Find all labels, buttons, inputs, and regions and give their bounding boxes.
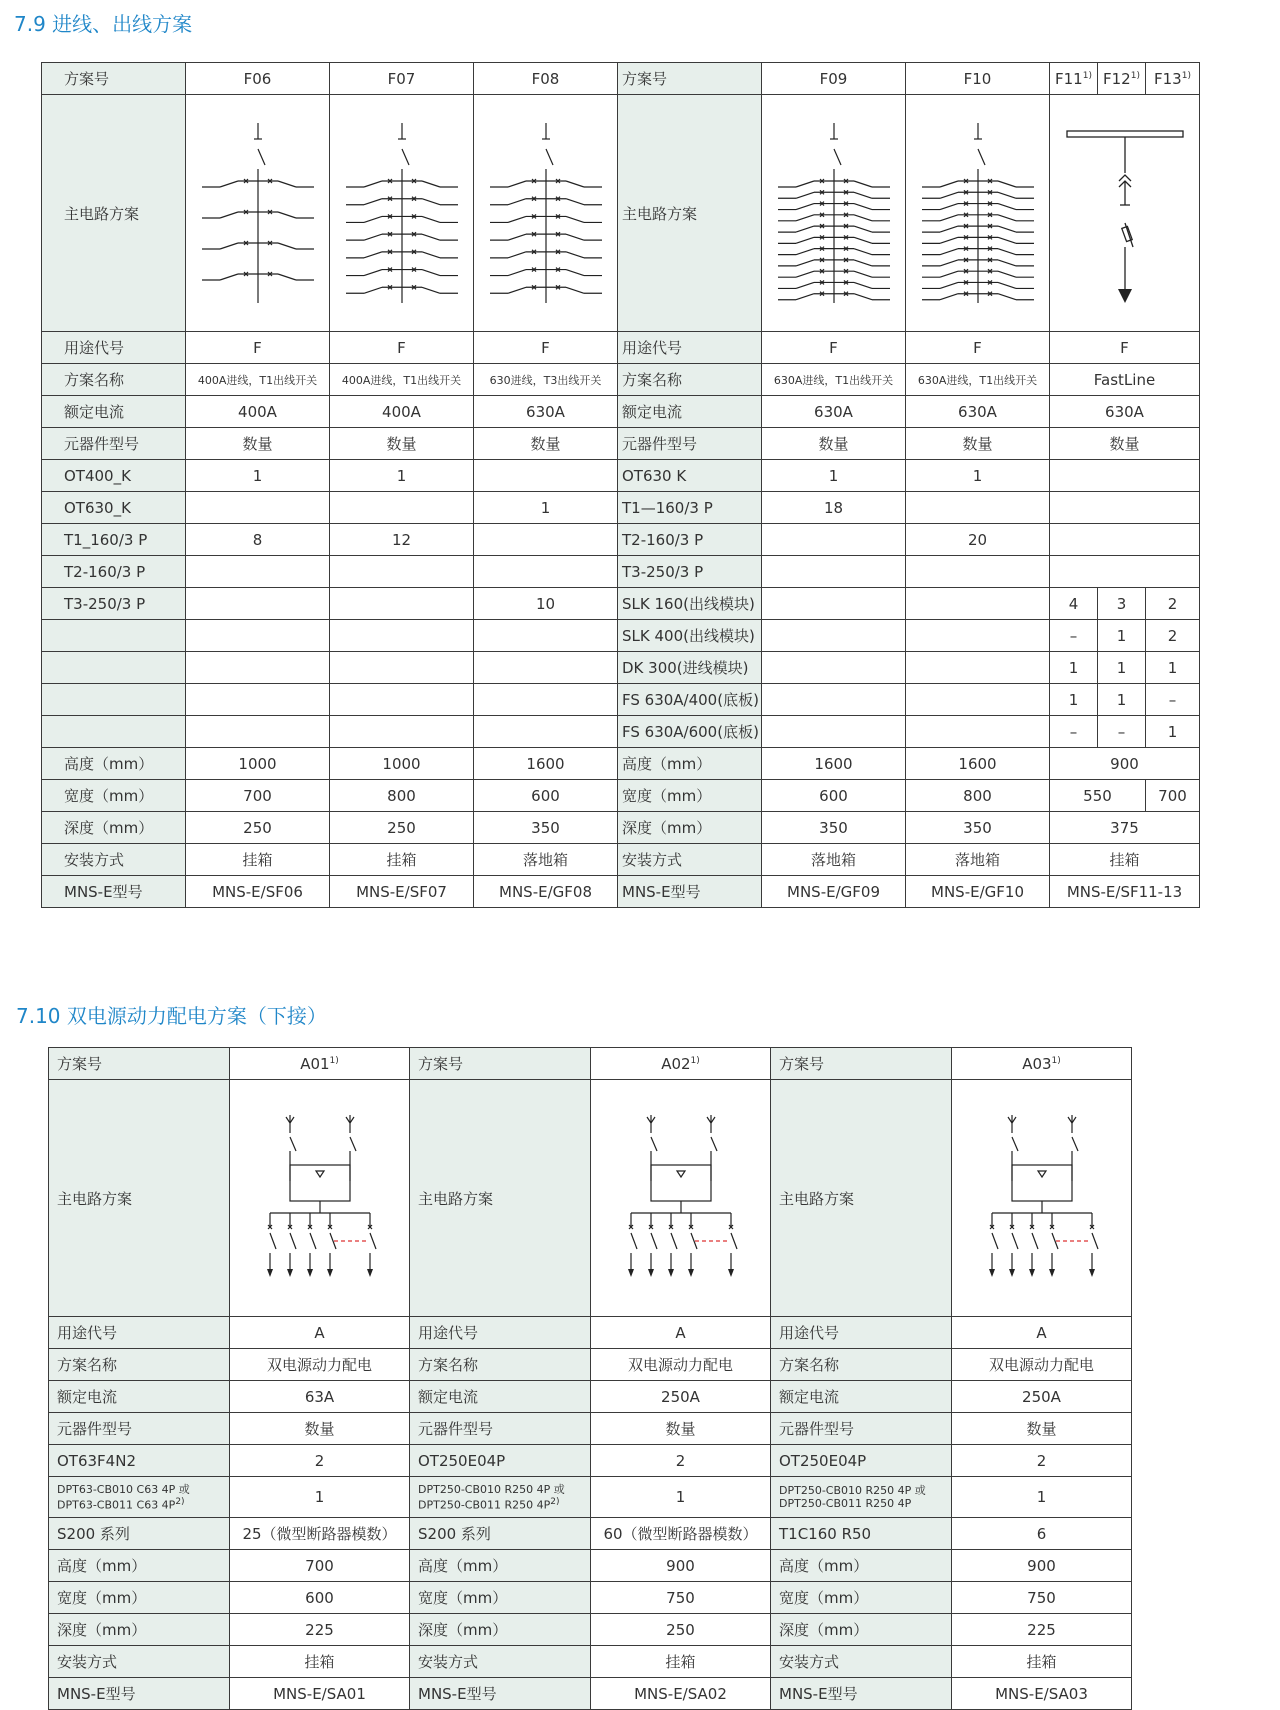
row-label: 安装方式 xyxy=(771,1646,952,1678)
fastline-diagram xyxy=(1055,113,1195,313)
value-cell xyxy=(906,620,1050,652)
value-cell: 250 xyxy=(330,812,474,844)
value-cell xyxy=(762,684,906,716)
main-circuit-label: 主电路方案 xyxy=(42,95,186,332)
value-cell: 550 xyxy=(1050,780,1146,812)
value-cell: 数量 xyxy=(762,428,906,460)
row-label: 深度（mm） xyxy=(42,812,186,844)
section-title-7-10: 7.10 双电源动力配电方案（下接） xyxy=(16,1004,327,1028)
value-cell: 630A进线，T1出线开关 xyxy=(762,364,906,396)
value-cell xyxy=(906,556,1050,588)
value-cell: A xyxy=(230,1317,410,1349)
footnote-marker: 2) xyxy=(175,1496,185,1507)
value-cell: 630A xyxy=(906,396,1050,428)
value-cell: 630A xyxy=(762,396,906,428)
footnote-marker: 1) xyxy=(1082,70,1092,81)
row-label: 高度（mm） xyxy=(410,1550,591,1582)
row-label: 高度（mm） xyxy=(618,748,762,780)
footnote-marker: 2) xyxy=(550,1496,560,1507)
value-cell: 1 xyxy=(906,460,1050,492)
row-label: 高度（mm） xyxy=(42,748,186,780)
plan-id-A01: A01$^{1)}$ xyxy=(230,1048,410,1080)
circuit-diagram xyxy=(770,113,898,313)
value-cell xyxy=(762,556,906,588)
row-label: SLK 400(出线模块) xyxy=(618,620,762,652)
row-label: 高度（mm） xyxy=(771,1550,952,1582)
value-cell: 20 xyxy=(906,524,1050,556)
value-cell: 700 xyxy=(186,780,330,812)
diagram-cell xyxy=(762,95,906,332)
value-cell: 挂箱 xyxy=(1050,844,1200,876)
plan-id-F12: F12$^{1)}$ xyxy=(1098,63,1146,95)
row-label: 额定电流 xyxy=(618,396,762,428)
value-cell: 375 xyxy=(1050,812,1200,844)
diagram-cell xyxy=(230,1080,410,1317)
value-cell: F xyxy=(906,332,1050,364)
row-label: T2-160/3 P xyxy=(618,524,762,556)
value-cell: 挂箱 xyxy=(330,844,474,876)
row-label: FS 630A/400(底板) xyxy=(618,684,762,716)
row-label: 方案名称 xyxy=(42,364,186,396)
plan-number-label: 方案号 xyxy=(771,1048,952,1080)
value-cell: 数量 xyxy=(952,1413,1132,1445)
value-cell: 数量 xyxy=(1050,428,1200,460)
value-cell: 4 xyxy=(1050,588,1098,620)
value-cell: 800 xyxy=(330,780,474,812)
value-cell: F xyxy=(1050,332,1200,364)
row-label: 深度（mm） xyxy=(618,812,762,844)
row-label: S200 系列 xyxy=(410,1518,591,1550)
value-cell xyxy=(330,652,474,684)
plan-id-A02: A02$^{1)}$ xyxy=(591,1048,771,1080)
plan-number-label: 方案号 xyxy=(618,63,762,95)
diagram-cell xyxy=(186,95,330,332)
value-cell: 1 xyxy=(762,460,906,492)
value-cell: 挂箱 xyxy=(952,1646,1132,1678)
value-cell xyxy=(1050,460,1200,492)
row-label: 安装方式 xyxy=(410,1646,591,1678)
value-cell xyxy=(474,460,618,492)
value-cell: 630进线，T3出线开关 xyxy=(474,364,618,396)
row-label: 元器件型号 xyxy=(618,428,762,460)
value-cell: 900 xyxy=(591,1550,771,1582)
value-cell: 1 xyxy=(1098,652,1146,684)
row-label: T1_160/3 P xyxy=(42,524,186,556)
row-label: 方案名称 xyxy=(771,1349,952,1381)
value-cell: 630A xyxy=(474,396,618,428)
value-cell: 1 xyxy=(1050,652,1098,684)
value-cell: 25（微型断路器模数） xyxy=(230,1518,410,1550)
section-title-7-9: 7.9 进线、出线方案 xyxy=(14,12,193,36)
row-label: T3-250/3 P xyxy=(42,588,186,620)
value-cell xyxy=(330,588,474,620)
plan-id-F10: F10 xyxy=(906,63,1050,95)
value-cell: 1600 xyxy=(474,748,618,780)
value-cell: MNS-E/GF08 xyxy=(474,876,618,908)
value-cell: 400A xyxy=(186,396,330,428)
value-cell: – xyxy=(1050,620,1098,652)
row-label: T1—160/3 P xyxy=(618,492,762,524)
value-cell: 400A进线，T1出线开关 xyxy=(186,364,330,396)
value-cell: MNS-E/GF09 xyxy=(762,876,906,908)
row-label: OT250E04P xyxy=(771,1445,952,1477)
row-label xyxy=(42,620,186,652)
row-label xyxy=(771,1477,952,1518)
value-cell: 1 xyxy=(591,1477,771,1518)
row-label: OT630 K xyxy=(618,460,762,492)
row-label: OT63F4N2 xyxy=(49,1445,230,1477)
row-label: 用途代号 xyxy=(42,332,186,364)
value-cell: 60（微型断路器模数） xyxy=(591,1518,771,1550)
value-cell: 1000 xyxy=(186,748,330,780)
value-cell: 1 xyxy=(1146,652,1200,684)
diagram-cell xyxy=(474,95,618,332)
value-cell xyxy=(186,652,330,684)
value-cell: 6 xyxy=(952,1518,1132,1550)
row-label: MNS-E型号 xyxy=(618,876,762,908)
row-label: 安装方式 xyxy=(618,844,762,876)
dual-power-table xyxy=(48,1047,1132,1710)
value-cell xyxy=(762,524,906,556)
row-label: 方案名称 xyxy=(49,1349,230,1381)
value-cell: F xyxy=(474,332,618,364)
value-cell: 挂箱 xyxy=(186,844,330,876)
value-cell: 8 xyxy=(186,524,330,556)
row-label: MNS-E型号 xyxy=(771,1678,952,1710)
row-label-line: DPT250-CB010 R250 4P 或 xyxy=(779,1484,926,1497)
value-cell xyxy=(906,716,1050,748)
value-cell xyxy=(186,588,330,620)
row-label: MNS-E型号 xyxy=(410,1678,591,1710)
value-cell xyxy=(330,620,474,652)
value-cell xyxy=(186,492,330,524)
footnote-marker: 1) xyxy=(690,1055,700,1066)
row-label xyxy=(49,1477,230,1518)
value-cell: 1 xyxy=(186,460,330,492)
diagram-cell xyxy=(1050,95,1200,332)
row-label-line: DPT63-CB010 C63 4P 或 xyxy=(57,1482,190,1496)
plan-id-F13: F13$^{1)}$ xyxy=(1146,63,1200,95)
value-cell: 1 xyxy=(230,1477,410,1518)
value-cell: 350 xyxy=(906,812,1050,844)
value-cell: 1 xyxy=(1050,684,1098,716)
value-cell: 1 xyxy=(1098,620,1146,652)
diagram-cell xyxy=(906,95,1050,332)
diagram-cell xyxy=(591,1080,771,1317)
value-cell xyxy=(474,716,618,748)
value-cell: 数量 xyxy=(230,1413,410,1445)
value-cell: – xyxy=(1146,684,1200,716)
row-label: 额定电流 xyxy=(42,396,186,428)
value-cell: F xyxy=(186,332,330,364)
value-cell: – xyxy=(1050,716,1098,748)
diagram-cell xyxy=(330,95,474,332)
row-label-line: DPT250-CB011 R250 4P xyxy=(779,1497,912,1510)
row-label: 元器件型号 xyxy=(42,428,186,460)
row-label: FS 630A/600(底板) xyxy=(618,716,762,748)
row-label: 深度（mm） xyxy=(771,1614,952,1646)
row-label: T3-250/3 P xyxy=(618,556,762,588)
row-label: OT250E04P xyxy=(410,1445,591,1477)
row-label: 方案名称 xyxy=(410,1349,591,1381)
row-label: 额定电流 xyxy=(410,1381,591,1413)
value-cell: 数量 xyxy=(330,428,474,460)
plan-id-F06: F06 xyxy=(186,63,330,95)
value-cell: 1 xyxy=(474,492,618,524)
row-label-line: DPT250-CB011 R250 $4P^{2)}$ xyxy=(418,1496,560,1512)
value-cell: 400A进线，T1出线开关 xyxy=(330,364,474,396)
row-label: 深度（mm） xyxy=(410,1614,591,1646)
value-cell: 2 xyxy=(1146,588,1200,620)
value-cell: 600 xyxy=(762,780,906,812)
value-cell: 900 xyxy=(952,1550,1132,1582)
value-cell xyxy=(906,652,1050,684)
value-cell: 250 xyxy=(186,812,330,844)
value-cell: 2 xyxy=(230,1445,410,1477)
row-label: 用途代号 xyxy=(410,1317,591,1349)
value-cell: 600 xyxy=(474,780,618,812)
row-label: 元器件型号 xyxy=(410,1413,591,1445)
row-label xyxy=(42,684,186,716)
diagram-cell xyxy=(952,1080,1132,1317)
value-cell: 225 xyxy=(952,1614,1132,1646)
value-cell: MNS-E/SF06 xyxy=(186,876,330,908)
value-cell: FastLine xyxy=(1050,364,1200,396)
value-cell xyxy=(1050,524,1200,556)
value-cell: 数量 xyxy=(591,1413,771,1445)
value-cell: MNS-E/SA02 xyxy=(591,1678,771,1710)
value-cell: 750 xyxy=(952,1582,1132,1614)
circuit-diagram xyxy=(914,113,1042,313)
value-cell xyxy=(474,620,618,652)
value-cell: 63A xyxy=(230,1381,410,1413)
value-cell: 落地箱 xyxy=(474,844,618,876)
value-cell: 630A进线，T1出线开关 xyxy=(906,364,1050,396)
value-cell: 挂箱 xyxy=(230,1646,410,1678)
row-label xyxy=(410,1477,591,1518)
row-label: 高度（mm） xyxy=(49,1550,230,1582)
value-cell: 350 xyxy=(762,812,906,844)
row-label: DK 300(进线模块) xyxy=(618,652,762,684)
row-label xyxy=(42,716,186,748)
row-label-line: DPT63-CB011 C63 $4P^{2)}$ xyxy=(57,1496,185,1512)
value-cell: 250A xyxy=(591,1381,771,1413)
value-cell: 250 xyxy=(591,1614,771,1646)
circuit-diagram xyxy=(482,113,610,313)
value-cell: 双电源动力配电 xyxy=(230,1349,410,1381)
value-cell: MNS-E/SF07 xyxy=(330,876,474,908)
plan-id-A03: A03$^{1)}$ xyxy=(952,1048,1132,1080)
value-cell: 900 xyxy=(1050,748,1200,780)
value-cell xyxy=(330,684,474,716)
row-label: T2-160/3 P xyxy=(42,556,186,588)
value-cell: 挂箱 xyxy=(591,1646,771,1678)
value-cell: 1 xyxy=(1146,716,1200,748)
value-cell: F xyxy=(330,332,474,364)
value-cell: 落地箱 xyxy=(762,844,906,876)
value-cell: 18 xyxy=(762,492,906,524)
value-cell: 1 xyxy=(1098,684,1146,716)
row-label: OT400_K xyxy=(42,460,186,492)
footnote-marker: 1) xyxy=(1051,1055,1061,1066)
dual-power-diagram xyxy=(957,1093,1127,1303)
row-label: MNS-E型号 xyxy=(49,1678,230,1710)
value-cell xyxy=(330,716,474,748)
value-cell xyxy=(762,652,906,684)
value-cell xyxy=(906,492,1050,524)
row-label: 额定电流 xyxy=(49,1381,230,1413)
value-cell xyxy=(762,716,906,748)
value-cell: 800 xyxy=(906,780,1050,812)
value-cell xyxy=(906,588,1050,620)
value-cell: MNS-E/SF11-13 xyxy=(1050,876,1200,908)
row-label xyxy=(42,652,186,684)
value-cell: 数量 xyxy=(474,428,618,460)
row-label-line: DPT250-CB010 R250 4P 或 xyxy=(418,1482,565,1496)
row-label: 宽度（mm） xyxy=(49,1582,230,1614)
value-cell: 双电源动力配电 xyxy=(591,1349,771,1381)
value-cell: 2 xyxy=(1146,620,1200,652)
value-cell: 双电源动力配电 xyxy=(952,1349,1132,1381)
main-circuit-label: 主电路方案 xyxy=(49,1080,230,1317)
value-cell: 225 xyxy=(230,1614,410,1646)
row-label: S200 系列 xyxy=(49,1518,230,1550)
value-cell: A xyxy=(591,1317,771,1349)
row-label: OT630_K xyxy=(42,492,186,524)
value-cell xyxy=(762,620,906,652)
value-cell: 700 xyxy=(230,1550,410,1582)
row-label: 安装方式 xyxy=(42,844,186,876)
value-cell: 1 xyxy=(952,1477,1132,1518)
value-cell: A xyxy=(952,1317,1132,1349)
value-cell: 12 xyxy=(330,524,474,556)
row-label: 宽度（mm） xyxy=(42,780,186,812)
row-label: T1C160 R50 xyxy=(771,1518,952,1550)
value-cell: MNS-E/SA01 xyxy=(230,1678,410,1710)
value-cell xyxy=(474,524,618,556)
value-cell: 1 xyxy=(330,460,474,492)
value-cell: 350 xyxy=(474,812,618,844)
row-label: 额定电流 xyxy=(771,1381,952,1413)
plan-id-F08: F08 xyxy=(474,63,618,95)
value-cell xyxy=(474,684,618,716)
value-cell: 1000 xyxy=(330,748,474,780)
value-cell xyxy=(1050,492,1200,524)
value-cell: 600 xyxy=(230,1582,410,1614)
value-cell: 落地箱 xyxy=(906,844,1050,876)
value-cell: 700 xyxy=(1146,780,1200,812)
row-label: 用途代号 xyxy=(618,332,762,364)
footnote-marker: 1) xyxy=(1130,70,1140,81)
value-cell: 数量 xyxy=(906,428,1050,460)
row-label: 宽度（mm） xyxy=(410,1582,591,1614)
value-cell: 750 xyxy=(591,1582,771,1614)
row-label: SLK 160(出线模块) xyxy=(618,588,762,620)
main-circuit-label: 主电路方案 xyxy=(771,1080,952,1317)
row-label: 元器件型号 xyxy=(771,1413,952,1445)
value-cell: MNS-E/SA03 xyxy=(952,1678,1132,1710)
main-circuit-label: 主电路方案 xyxy=(618,95,762,332)
value-cell xyxy=(474,652,618,684)
value-cell: 250A xyxy=(952,1381,1132,1413)
value-cell xyxy=(186,620,330,652)
value-cell: 1600 xyxy=(906,748,1050,780)
dual-power-diagram xyxy=(596,1093,766,1303)
value-cell: 400A xyxy=(330,396,474,428)
value-cell xyxy=(474,556,618,588)
plan-number-label: 方案号 xyxy=(410,1048,591,1080)
row-label: 深度（mm） xyxy=(49,1614,230,1646)
value-cell: – xyxy=(1098,716,1146,748)
value-cell: MNS-E/GF10 xyxy=(906,876,1050,908)
value-cell xyxy=(330,492,474,524)
footnote-marker: 1) xyxy=(329,1055,339,1066)
row-label: 用途代号 xyxy=(771,1317,952,1349)
row-label: 宽度（mm） xyxy=(771,1582,952,1614)
row-label: 宽度（mm） xyxy=(618,780,762,812)
value-cell: 1600 xyxy=(762,748,906,780)
row-label: MNS-E型号 xyxy=(42,876,186,908)
value-cell xyxy=(1050,556,1200,588)
plan-number-label: 方案号 xyxy=(42,63,186,95)
value-cell xyxy=(330,556,474,588)
plan-id-F11: F11$^{1)}$ xyxy=(1050,63,1098,95)
plan-id-F09: F09 xyxy=(762,63,906,95)
value-cell: 2 xyxy=(952,1445,1132,1477)
row-label: 用途代号 xyxy=(49,1317,230,1349)
value-cell xyxy=(906,684,1050,716)
row-label: 元器件型号 xyxy=(49,1413,230,1445)
circuit-diagram xyxy=(194,113,322,313)
value-cell xyxy=(762,588,906,620)
value-cell: 630A xyxy=(1050,396,1200,428)
value-cell xyxy=(186,716,330,748)
plan-id-F07: F07 xyxy=(330,63,474,95)
value-cell: 2 xyxy=(591,1445,771,1477)
value-cell: F xyxy=(762,332,906,364)
row-label: 安装方式 xyxy=(49,1646,230,1678)
inline-outline-table xyxy=(41,62,1200,908)
dual-power-diagram xyxy=(235,1093,405,1303)
footnote-marker: 1) xyxy=(1181,70,1191,81)
plan-number-label: 方案号 xyxy=(49,1048,230,1080)
value-cell: 10 xyxy=(474,588,618,620)
circuit-diagram xyxy=(338,113,466,313)
value-cell: 数量 xyxy=(186,428,330,460)
value-cell: 3 xyxy=(1098,588,1146,620)
value-cell xyxy=(186,556,330,588)
row-label: 方案名称 xyxy=(618,364,762,396)
main-circuit-label: 主电路方案 xyxy=(410,1080,591,1317)
value-cell xyxy=(186,684,330,716)
